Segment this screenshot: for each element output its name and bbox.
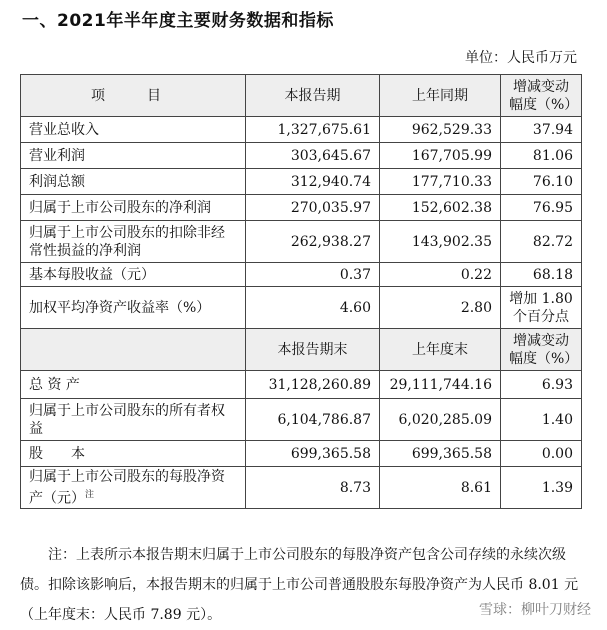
header-item: 项 目	[21, 75, 246, 117]
table-row	[21, 287, 582, 329]
cell-current: 699,365.58	[246, 441, 380, 467]
row-label: 总 资 产	[21, 371, 246, 399]
cell-change: 76.95	[501, 195, 582, 221]
cell-current: 0.37	[246, 263, 380, 287]
cell-prior: 6,020,285.09	[380, 399, 501, 441]
cell-current: 303,645.67	[246, 143, 380, 169]
table-row	[21, 263, 582, 287]
header-change-pct: 增减变动幅度（%）	[501, 75, 582, 117]
cell-current: 1,327,675.61	[246, 117, 380, 143]
cell-current: 262,938.27	[246, 221, 380, 263]
table-row	[21, 441, 582, 467]
cell-prior: 143,902.35	[380, 221, 501, 263]
header-change-pct: 增减变动幅度（%）	[501, 329, 582, 371]
unit-label: 单位：人民币万元	[465, 50, 577, 66]
cell-prior: 2.80	[380, 287, 501, 329]
table-header-row	[21, 329, 582, 371]
cell-prior: 962,529.33	[380, 117, 501, 143]
table-row	[21, 169, 582, 195]
header-blank	[21, 329, 246, 371]
cell-prior: 29,111,744.16	[380, 371, 501, 399]
cell-change: 37.94	[501, 117, 582, 143]
table-row	[21, 371, 582, 399]
cell-prior: 8.61	[380, 467, 501, 509]
header-prior-period: 上年同期	[380, 75, 501, 117]
cell-change: 81.06	[501, 143, 582, 169]
row-label: 股 本	[21, 441, 246, 467]
cell-prior: 0.22	[380, 263, 501, 287]
footnote-mark: 注	[85, 489, 95, 500]
row-label: 归属于上市公司股东的扣除非经常性损益的净利润	[21, 221, 246, 263]
row-label: 营业总收入	[21, 117, 246, 143]
cell-change: 82.72	[501, 221, 582, 263]
cell-change: 1.39	[501, 467, 582, 509]
cell-prior: 177,710.33	[380, 169, 501, 195]
cell-prior: 167,705.99	[380, 143, 501, 169]
table-row	[21, 117, 582, 143]
section-title: 一、2021年半年度主要财务数据和指标	[22, 11, 334, 31]
cell-prior: 699,365.58	[380, 441, 501, 467]
row-label: 基本每股收益（元）	[21, 263, 246, 287]
cell-current: 4.60	[246, 287, 380, 329]
row-label: 归属于上市公司股东的净利润	[21, 195, 246, 221]
cell-current: 270,035.97	[246, 195, 380, 221]
cell-change: 1.40	[501, 399, 582, 441]
footnote-text: 注：上表所示本报告期末归属于上市公司股东的每股净资产包含公司存续的永续次级债。扣除该影响后，本报告期末的归属于上市公司普通股股东每股净资产为人民币 8.01 元（上年度末：人民币 7.89 元）。	[20, 547, 579, 623]
table-header-row	[21, 75, 582, 117]
table-row	[21, 221, 582, 263]
row-label: 加权平均净资产收益率（%）	[21, 287, 246, 329]
row-label: 营业利润	[21, 143, 246, 169]
row-label	[21, 467, 246, 509]
header-prior-year-end: 上年度末	[380, 329, 501, 371]
watermark: 雪球：柳叶刀财经	[475, 598, 595, 620]
cell-change: 0.00	[501, 441, 582, 467]
header-current-period: 本报告期	[246, 75, 380, 117]
cell-change: 68.18	[501, 263, 582, 287]
table-row	[21, 143, 582, 169]
cell-current: 312,940.74	[246, 169, 380, 195]
table-row	[21, 399, 582, 441]
table-row	[21, 467, 582, 509]
cell-change: 增加 1.80 个百分点	[501, 287, 582, 329]
cell-current: 6,104,786.87	[246, 399, 380, 441]
row-label: 利润总额	[21, 169, 246, 195]
cell-prior: 152,602.38	[380, 195, 501, 221]
cell-current: 31,128,260.89	[246, 371, 380, 399]
financial-table	[20, 74, 582, 509]
cell-change: 76.10	[501, 169, 582, 195]
cell-change: 6.93	[501, 371, 582, 399]
header-period-end: 本报告期末	[246, 329, 380, 371]
row-label: 归属于上市公司股东的所有者权益	[21, 399, 246, 441]
cell-current: 8.73	[246, 467, 380, 509]
table-row	[21, 195, 582, 221]
row-label-text: 归属于上市公司股东的每股净资产（元）	[29, 468, 225, 507]
